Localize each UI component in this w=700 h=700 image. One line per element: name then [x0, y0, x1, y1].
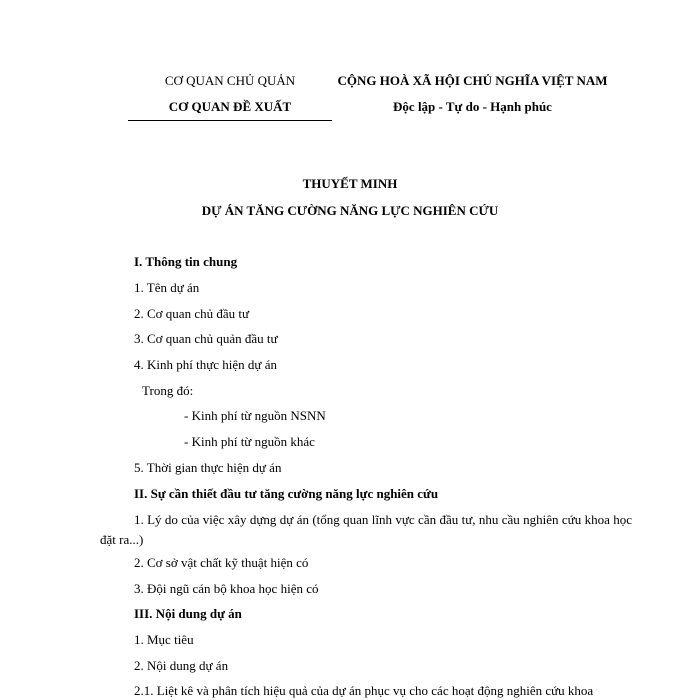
document-subtitle: DỰ ÁN TĂNG CƯỜNG NĂNG LỰC NGHIÊN CỨU: [201, 203, 499, 218]
section-1-item-5: 5. Thời gian thực hiện dự án: [134, 460, 282, 475]
proposing-agency-label: CƠ QUAN ĐỀ XUẤT: [168, 99, 292, 114]
section-2-item-2: 2. Cơ sở vật chất kỹ thuật hiện có: [134, 555, 309, 570]
section-3-heading: III. Nội dung dự án: [134, 606, 242, 621]
section-1-item-3: 3. Cơ quan chủ quản đầu tư: [134, 331, 278, 346]
national-title: CỘNG HOÀ XÃ HỘI CHỦ NGHĨA VIỆT NAM: [337, 73, 608, 88]
budget-state-source: - Kinh phí từ nguồn NSNN: [184, 408, 326, 423]
section-1-item-1: 1. Tên dự án: [134, 280, 200, 295]
section-1-heading: I. Thông tin chung: [134, 254, 238, 269]
document-title: THUYẾT MINH: [302, 176, 398, 191]
header-underline: [128, 120, 332, 121]
section-2-heading: II. Sự cần thiết đầu tư tăng cường năng lực nghiên cứu: [134, 486, 439, 501]
governing-agency-label: CƠ QUAN CHỦ QUẢN: [164, 73, 296, 88]
section-3-item-1: 1. Mục tiêu: [134, 632, 194, 647]
section-2-item-1-text: 1. Lý do của việc xây dựng dự án (tổng quan lĩnh vực cần đầu tư, nhu cầu nghiên cứu khoa học đặt ra...): [100, 512, 632, 547]
section-2-item-1: [100, 510, 632, 550]
section-1-item-4: 4. Kinh phí thực hiện dự án: [134, 357, 277, 372]
section-3-item-2: 2. Nội dung dự án: [134, 658, 229, 673]
budget-other-source: - Kinh phí từ nguồn khác: [184, 434, 315, 449]
within-label: Trong đó:: [142, 383, 194, 398]
national-motto: Độc lập - Tự do - Hạnh phúc: [393, 99, 552, 114]
section-3-item-2-1: 2.1. Liệt kê và phân tích hiệu quả của dự án phục vụ cho các hoạt động nghiên cứu khoa: [134, 683, 594, 698]
section-1-item-2: 2. Cơ quan chủ đầu tư: [134, 306, 250, 321]
section-2-item-3: 3. Đội ngũ cán bộ khoa học hiện có: [134, 581, 319, 596]
